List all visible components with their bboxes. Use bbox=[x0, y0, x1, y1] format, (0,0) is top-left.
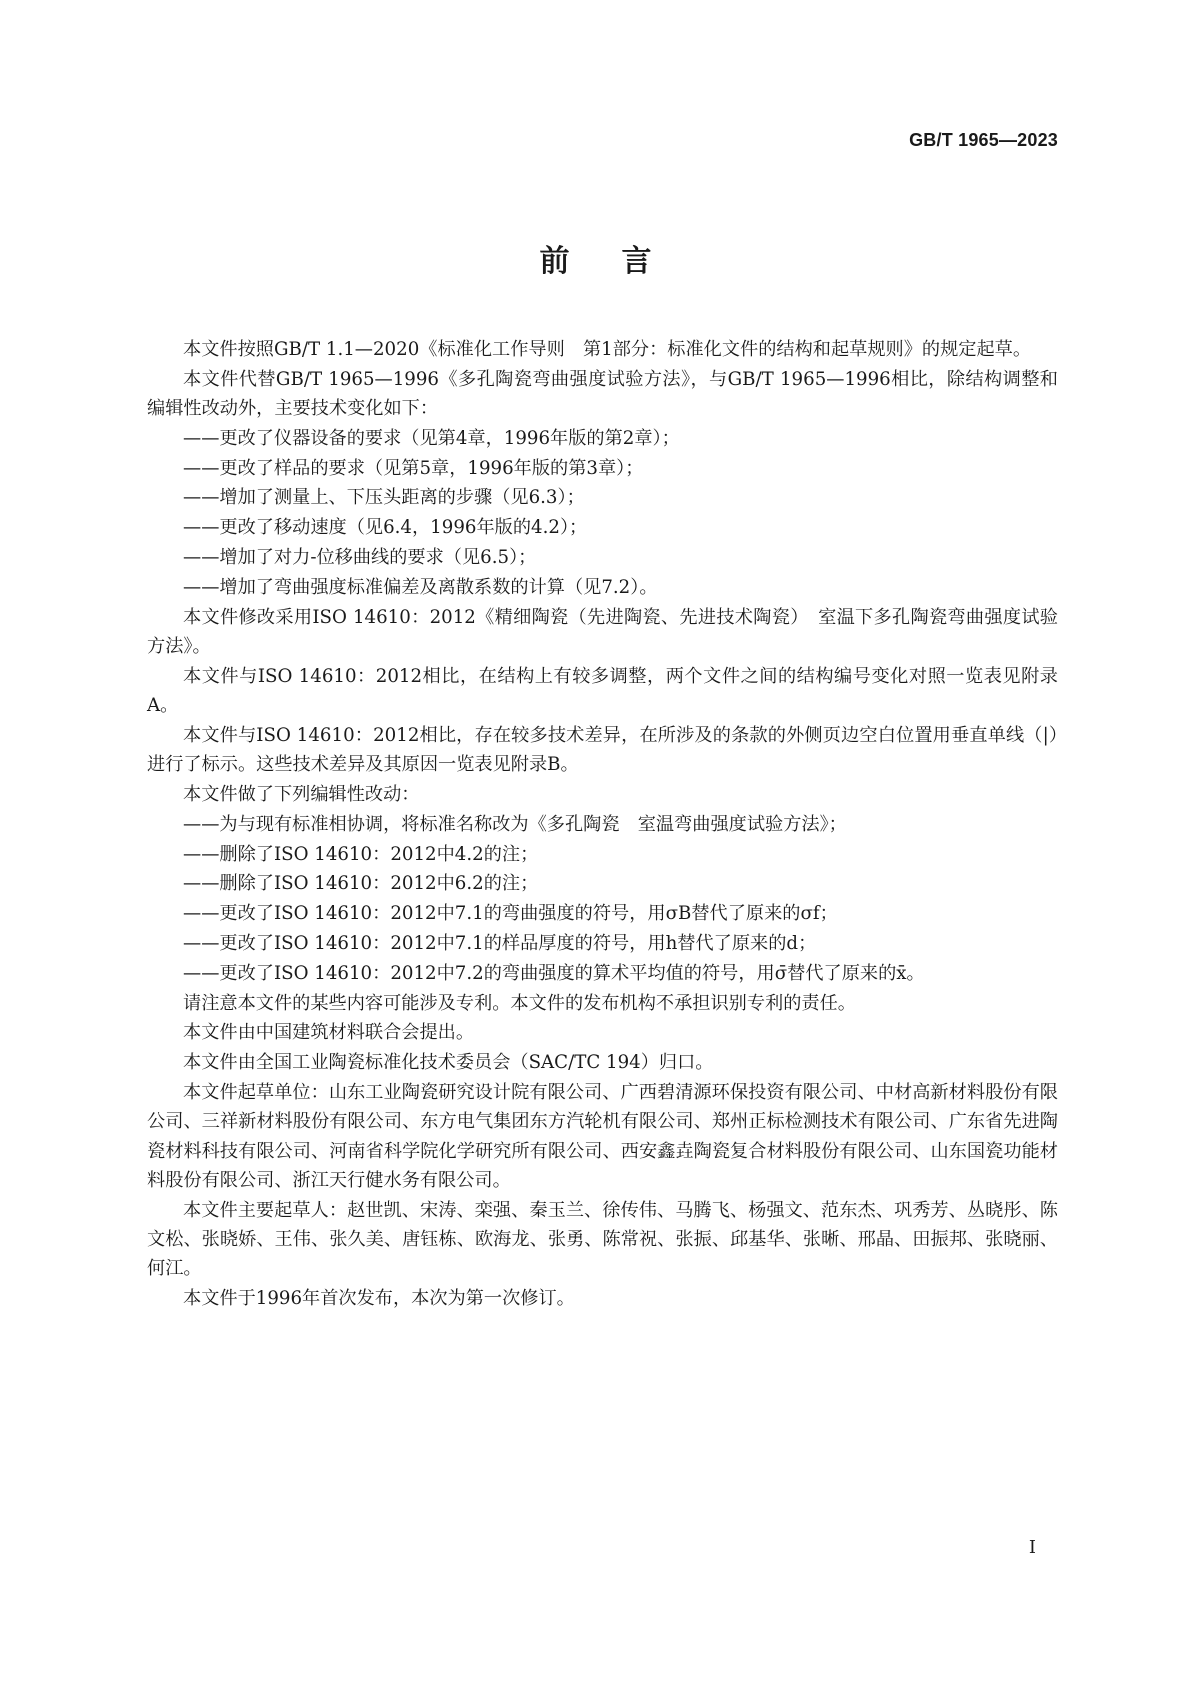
editorial-item-2: ——删除了ISO 14610：2012中4.2的注； bbox=[183, 843, 539, 865]
paragraph-drafting-rules: 本文件按照GB/T 1.1—2020《标准化工作导则 第1部分：标准化文件的结构和起草规则》的规定起草。 bbox=[183, 339, 1032, 360]
change-item-3: ——增加了测量上、下压头距离的步骤（见6.3）； bbox=[183, 487, 585, 509]
change-item-6: ——增加了弯曲强度标准偏差及离散系数的计算（见7.2）。 bbox=[183, 576, 658, 598]
paragraph-proposed-by: 本文件由中国建筑材料联合会提出。 bbox=[183, 1022, 475, 1044]
standard-number: GB/T 1965—2023 bbox=[909, 130, 1058, 150]
preface-body bbox=[147, 335, 1058, 1314]
paragraph-drafters: 本文件主要起草人：赵世凯、宋涛、栾强、秦玉兰、徐传伟、马腾飞、杨强文、范东杰、巩秀芳、丛晓彤、陈文松、张晓娇、王伟、张久美、唐钰栋、欧海龙、张勇、陈常祝、张振、邱基华、张晰、邢晶、田振邦、张晓丽、何江。 bbox=[147, 1199, 1058, 1280]
editorial-item-4: ——更改了ISO 14610：2012中7.1的弯曲强度的符号，用σB替代了原来的σf； bbox=[183, 903, 838, 925]
paragraph-structure-changes: 本文件与ISO 14610：2012相比，在结构上有较多调整，两个文件之间的结构编号变化对照一览表见附录A。 bbox=[147, 665, 1058, 717]
page-number: Ⅰ bbox=[1028, 1537, 1036, 1558]
change-item-1: ——更改了仪器设备的要求（见第4章，1996年版的第2章）； bbox=[183, 427, 680, 449]
paragraph-adoption: 本文件修改采用ISO 14610：2012《精细陶瓷（先进陶瓷、先进技术陶瓷） 室温下多孔陶瓷弯曲强度试验方法》。 bbox=[147, 606, 1058, 657]
paragraph-drafting-units: 本文件起草单位：山东工业陶瓷研究设计院有限公司、广西碧清源环保投资有限公司、中材高新材料股份有限公司、三祥新材料股份有限公司、东方电气集团东方汽轮机有限公司、郑州正标检测技术有限公司、广东省先进陶瓷材料科技有限公司、河南省科学院化学研究所有限公司、西安鑫垚陶瓷复合材料股份有限公司、山东国瓷功能材料股份有限公司、浙江天行健水务有限公司。 bbox=[147, 1081, 1058, 1191]
change-item-4: ——更改了移动速度（见6.4，1996年版的4.2）； bbox=[183, 517, 588, 539]
change-item-2: ——更改了样品的要求（见第5章，1996年版的第3章）； bbox=[183, 457, 644, 479]
editorial-item-1: ——为与现有标准相协调，将标准名称改为《多孔陶瓷 室温弯曲强度试验方法》； bbox=[183, 813, 847, 835]
paragraph-replaces: 本文件代替GB/T 1965—1996《多孔陶瓷弯曲强度试验方法》，与GB/T 1965—1996相比，除结构调整和编辑性改动外，主要技术变化如下： bbox=[147, 368, 1058, 420]
paragraph-publication-history: 本文件于1996年首次发布，本次为第一次修订。 bbox=[183, 1288, 575, 1309]
paragraph-technical-committee: 本文件由全国工业陶瓷标准化技术委员会（SAC/TC 194）归口。 bbox=[183, 1052, 714, 1074]
paragraph-technical-differences: 本文件与ISO 14610：2012相比，存在较多技术差异，在所涉及的条款的外侧页边空白位置用垂直单线（|）进行了标示。这些技术差异及其原因一览表见附录B。 bbox=[147, 724, 1058, 776]
editorial-item-6: ——更改了ISO 14610：2012中7.2的弯曲强度的算术平均值的符号，用σ̄替代了原来的x̄。 bbox=[183, 962, 925, 984]
editorial-item-3: ——删除了ISO 14610：2012中6.2的注； bbox=[183, 873, 539, 895]
editorial-item-5: ——更改了ISO 14610：2012中7.1的样品厚度的符号，用h替代了原来的d； bbox=[183, 932, 817, 954]
paragraph-editorial-changes: 本文件做了下列编辑性改动： bbox=[183, 783, 420, 805]
paragraph-patent-notice: 请注意本文件的某些内容可能涉及专利。本文件的发布机构不承担识别专利的责任。 bbox=[183, 992, 856, 1014]
page-title: 前言 bbox=[539, 244, 704, 279]
change-item-5: ——增加了对力-位移曲线的要求（见6.5）； bbox=[183, 547, 537, 569]
